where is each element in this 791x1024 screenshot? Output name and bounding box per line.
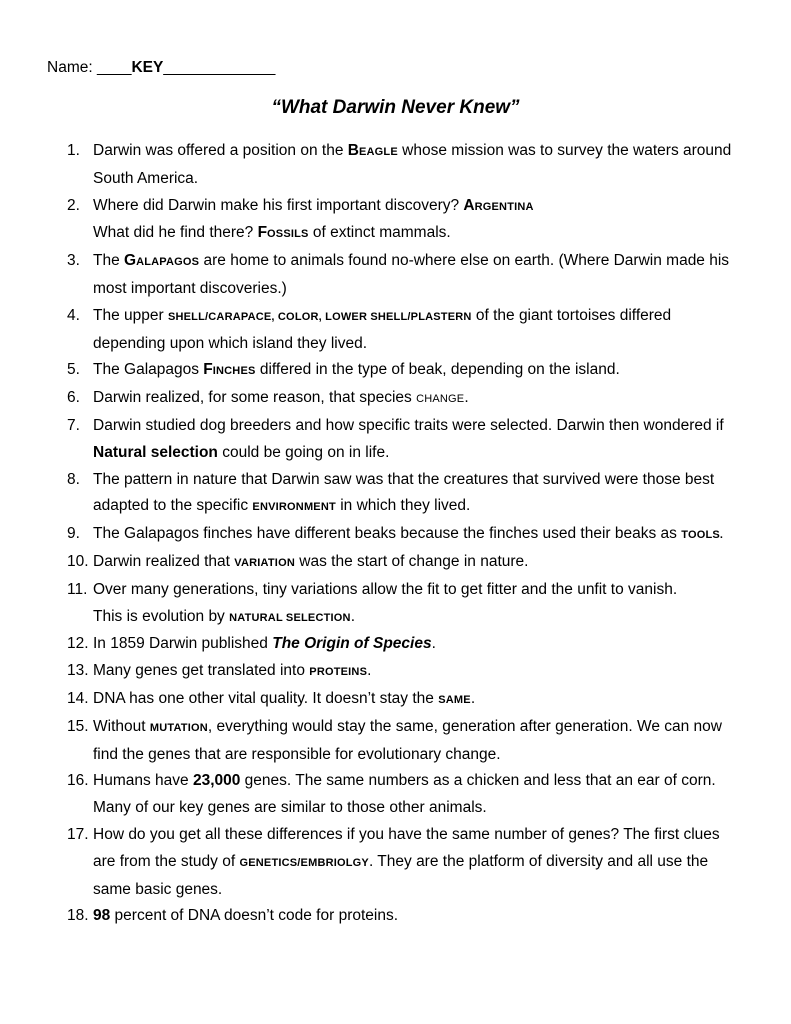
question-text: Where did Darwin make his first important discovery? (93, 196, 464, 214)
question-text: are home to animals found no-where else on earth. (Where Darwin made his (199, 252, 730, 270)
question-item (67, 248, 757, 303)
question-number: 9. (67, 525, 80, 543)
question-number: 14. (67, 689, 89, 707)
question-text: The Galapagos finches have different beaks because the finches used their beaks as (93, 525, 682, 543)
question-number: 3. (67, 252, 80, 270)
question-item (67, 658, 757, 686)
question-number: 17. (67, 825, 89, 843)
question-text: in which they lived. (335, 497, 471, 515)
question-item (67, 193, 757, 249)
answer-text: NATURAL SELECTION (229, 611, 351, 624)
answer-text: B (347, 142, 359, 159)
question-text: . (350, 607, 355, 625)
question-text: In 1859 Darwin published (93, 635, 273, 653)
question-text: . (464, 389, 469, 407)
question-text: Humans have (93, 772, 193, 790)
answer-text: MUTATION (149, 721, 208, 734)
question-list (67, 138, 757, 930)
question-text: Darwin studied dog breeders and how specific traits were selected. Darwin then wondered if (93, 416, 724, 434)
question-text: adapted to the specific (93, 497, 253, 515)
question-text: most important discoveries.) (93, 279, 287, 297)
question-item (67, 686, 757, 714)
question-item (67, 385, 757, 413)
question-text: DNA has one other vital quality. It doesn’t stay the (93, 689, 439, 707)
question-number: 13. (67, 662, 89, 680)
answer-text: F (203, 361, 213, 379)
answer-text: 23,000 (192, 772, 241, 790)
answer-text: SAME (438, 693, 471, 706)
question-text: same basic genes. (93, 880, 223, 898)
question-text: What did he find there? (93, 224, 258, 242)
question-text: was the start of change in nature. (294, 552, 529, 570)
question-item (67, 357, 757, 385)
answer-text: F (257, 224, 268, 242)
answer-text: GENETICS/EMBRIOLGY (239, 856, 369, 869)
question-item (67, 413, 757, 467)
question-text: Over many generations, tiny variations allow the fit to get fitter and the unfit to vanish. (93, 580, 678, 598)
question-text: of extinct mammals. (308, 224, 451, 242)
question-text: . (431, 635, 436, 653)
answer-text: INCHES (212, 365, 256, 378)
question-item (67, 822, 757, 903)
answer-text: The Origin of Species (272, 635, 432, 653)
question-item (67, 549, 757, 577)
name-line (47, 59, 275, 77)
question-item (67, 714, 757, 769)
question-text: Darwin was offered a position on the (93, 142, 348, 159)
question-number: 2. (67, 196, 80, 214)
question-text: . They are the platform of diversity and all use the (368, 852, 709, 870)
answer-text: PROTEINS (309, 666, 368, 679)
question-text: Darwin realized, for some reason, that species (93, 389, 417, 407)
question-number: 15. (67, 717, 89, 735)
question-text: The pattern in nature that Darwin saw was that the creatures that survived were those best (93, 470, 715, 488)
answer-text: A (463, 196, 475, 214)
name-trailing-line: _____________ (163, 59, 276, 76)
question-number: 11. (67, 580, 88, 598)
name-label: Name: ____ (47, 59, 132, 76)
answer-text: G (124, 252, 137, 270)
question-text: South America. (93, 169, 199, 187)
answer-text: Natural selection (93, 443, 218, 461)
question-text: are from the study of (93, 852, 240, 870)
question-item (67, 903, 757, 930)
question-number: 12. (67, 635, 89, 653)
question-item (67, 303, 757, 358)
question-text: could be going on in life. (217, 443, 390, 461)
question-item (67, 138, 757, 193)
question-number: 16. (67, 772, 89, 790)
question-text: The upper (93, 306, 168, 324)
question-text: How do you get all these differences if you have the same number of genes? The first clues (93, 825, 720, 843)
question-text: Many of our key genes are similar to those other animals. (93, 799, 487, 817)
question-item (67, 521, 757, 549)
question-item (67, 467, 757, 522)
question-item (67, 631, 757, 658)
question-text: . (470, 689, 476, 707)
answer-text: SHELL/CARAPACE, COLOR, LOWER SHELL/PLASTERN (167, 310, 472, 323)
document-title: “What Darwin Never Knew” (271, 97, 520, 118)
question-text: Without (93, 717, 150, 735)
question-number: 10. (67, 552, 89, 570)
question-number: 6. (67, 389, 80, 407)
question-text: . (367, 662, 372, 680)
question-text: Darwin realized that (93, 552, 235, 570)
name-key-value: KEY (131, 59, 164, 76)
question-text: find the genes that are responsible for evolutionary change. (93, 745, 501, 763)
question-text: The Galapagos (93, 361, 204, 379)
question-number: 4. (67, 306, 80, 324)
question-item (67, 768, 757, 822)
question-text: This is evolution by (93, 607, 230, 625)
question-number: 1. (67, 142, 80, 159)
question-text: The (93, 252, 125, 270)
question-text: , everything would stay the same, generation after generation. We can now (207, 717, 722, 735)
answer-text: 98 (93, 907, 111, 925)
question-text: differed in the type of beak, depending on the island. (255, 361, 620, 379)
answer-text: ENVIRONMENT (252, 501, 336, 514)
question-text: Many genes get translated into (93, 662, 310, 680)
question-item (67, 577, 757, 632)
answer-text: RGENTINA (474, 200, 534, 213)
question-text: of the giant tortoises differed (471, 306, 672, 324)
answer-text: OSSILS (267, 228, 309, 241)
question-text: percent of DNA doesn’t code for proteins. (110, 907, 399, 925)
question-number: 7. (67, 416, 80, 434)
answer-text: ALAPAGOS (136, 256, 200, 269)
question-number: 5. (67, 361, 80, 379)
answer-text: VARIATION (234, 556, 295, 569)
question-number: 18. (67, 907, 89, 925)
answer-text: TOOLS. (681, 529, 724, 542)
question-number: 8. (67, 470, 80, 488)
answer-text: CHANGE (416, 393, 465, 406)
answer-text: EAGLE (358, 146, 398, 158)
question-text: depending upon which island they lived. (93, 334, 368, 352)
question-text: whose mission was to survey the waters around (397, 142, 732, 159)
question-text: genes. The same numbers as a chicken and less that an ear of corn. (240, 772, 716, 790)
